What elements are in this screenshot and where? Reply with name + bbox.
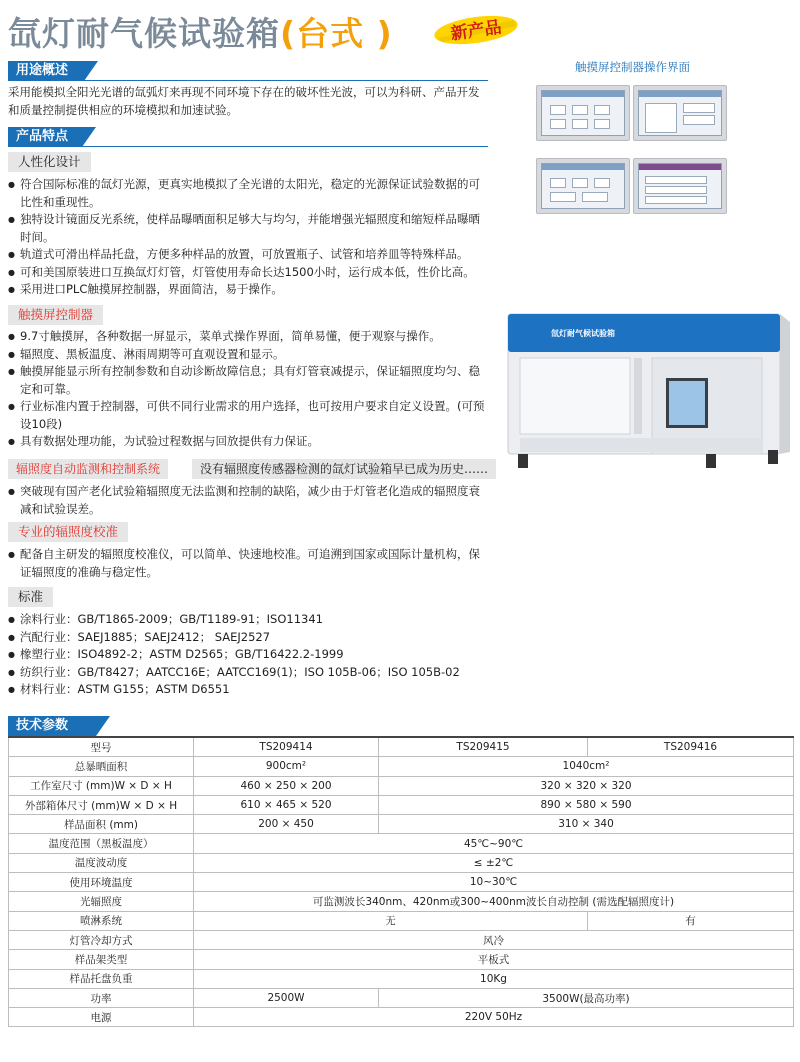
screen-thumbnail [536, 85, 630, 141]
table-row [9, 950, 794, 969]
table-cell: 610 × 465 × 520 [194, 795, 379, 814]
divider [8, 80, 488, 81]
table-row [9, 969, 794, 988]
table-cell: 风冷 [194, 930, 794, 949]
page-title: 氙灯耐气候试验箱(台式 ) [8, 14, 393, 53]
divider [8, 146, 488, 147]
table-row [9, 988, 794, 1007]
table-cell: 310 × 340 [379, 815, 794, 834]
table-cell: 10Kg [194, 969, 794, 988]
table-row [9, 757, 794, 776]
table-cell: 灯管冷却方式 [9, 930, 194, 949]
table-cell: 温度波动度 [9, 853, 194, 872]
table-cell: ≤ ±2℃ [194, 853, 794, 872]
machine-label: 氙灯耐气候试验箱 [551, 329, 615, 338]
table-cell: 900cm² [194, 757, 379, 776]
list-item: ● 符合国际标准的氙灯光源，更真实地模拟了全光谱的太阳光，稳定的光源保证试验数据的可比性和重现性。 [8, 176, 488, 211]
new-product-badge-text: 新产品 [449, 17, 503, 45]
table-cell: 样品架类型 [9, 950, 194, 969]
table-row [9, 815, 794, 834]
table-row [9, 873, 794, 892]
screen-thumbnail [536, 158, 630, 214]
table-row [9, 795, 794, 814]
list-item: ● 独特设计镜面反光系统，使样品曝晒面积足够大与均匀，并能增强光辐照度和缩短样品曝晒时间。 [8, 211, 488, 246]
table-cell: 可监测波长340nm、420nm或300~400nm波长自动控制 (需选配辐照度计) [194, 892, 794, 911]
table-cell: 工作室尺寸 (mm)W × D × H [9, 776, 194, 795]
table-row [9, 1008, 794, 1027]
table-cell: 光辐照度 [9, 892, 194, 911]
list-item: ● 9.7寸触摸屏，各种数据一屏显示，菜单式操作界面，简单易懂，便于观察与操作。 [8, 328, 488, 346]
irradiance-list [8, 483, 488, 518]
list-item: ● 配备自主研发的辐照度校准仪，可以简单、快速地校准。可追溯到国家或国际计量机构，保证辐照度的准确与稳定性。 [8, 546, 488, 581]
table-row [9, 834, 794, 853]
table-header-cell: TS209414 [194, 737, 379, 757]
list-item: ● 涂料行业：GB/T1865-2009；GB/T1189-91；ISO11341 [8, 611, 488, 629]
list-item: ● 纺织行业：GB/T8427；AATCC16E；AATCC169(1)；ISO 105B-06；ISO 105B-02 [8, 664, 488, 682]
list-item: ● 橡塑行业：ISO4892-2；ASTM D2565；GB/T16422.2-1999 [8, 646, 488, 664]
list-item: ● 具有数据处理功能，为试验过程数据与回放提供有力保证。 [8, 433, 488, 451]
table-cell: 温度范围（黑板温度） [9, 834, 194, 853]
new-product-badge-icon [432, 12, 520, 46]
table-row [9, 776, 794, 795]
table-cell: 外部箱体尺寸 (mm)W × D × H [9, 795, 194, 814]
table-row [9, 911, 794, 930]
irradiance-slogan: 没有辐照度传感器检测的氙灯试验箱早已成为历史…… [192, 459, 496, 479]
table-header-row [9, 737, 794, 757]
table-cell: 3500W(最高功率) [379, 988, 794, 1007]
table-cell: 320 × 320 × 320 [379, 776, 794, 795]
table-cell: 220V 50Hz [194, 1008, 794, 1027]
table-header-cell: TS209416 [588, 737, 794, 757]
irradiance-band [8, 459, 488, 479]
humanized-list [8, 176, 488, 299]
list-item: ● 可和美国原装进口互换氙灯灯管，灯管使用寿命长达1500小时，运行成本低，性价比高。 [8, 264, 488, 282]
table-cell: 总暴晒面积 [9, 757, 194, 776]
list-item: ● 汽配行业：SAEJ1885；SAEJ2412； SAEJ2527 [8, 629, 488, 647]
table-cell: 使用环境温度 [9, 873, 194, 892]
section-specs-header: 技术参数 [8, 716, 96, 736]
table-cell: 喷淋系统 [9, 911, 194, 930]
table-row [9, 930, 794, 949]
table-cell: 电源 [9, 1008, 194, 1027]
table-cell: 有 [588, 911, 794, 930]
touchscreen-list [8, 328, 488, 451]
table-cell: 无 [194, 911, 588, 930]
section-features-header: 产品特点 [8, 127, 82, 147]
list-item: ● 触摸屏能显示所有控制参数和自动诊断故障信息；具有灯管衰减提示，保证辐照度均匀、稳定和可靠。 [8, 363, 488, 398]
product-image [506, 302, 794, 474]
table-cell: 平板式 [194, 950, 794, 969]
list-item: ● 突破现有国产老化试验箱辐照度无法监测和控制的缺陷，减少由于灯管老化造成的辐照度衰减和试验误差。 [8, 483, 488, 518]
subheading-standards: 标准 [8, 587, 53, 607]
spec-table [8, 736, 794, 1027]
subheading-calibration: 专业的辐照度校准 [8, 522, 128, 542]
screen-thumbnail [633, 85, 727, 141]
list-item: ● 辐照度、黑板温度、淋雨周期等可直观设置和显示。 [8, 346, 488, 364]
new-product-badge [432, 12, 520, 46]
section-overview-header: 用途概述 [8, 61, 84, 81]
table-header-cell: 型号 [9, 737, 194, 757]
table-row [9, 853, 794, 872]
table-header-cell: TS209415 [379, 737, 588, 757]
list-item: ● 行业标准内置于控制器，可供不同行业需求的用户选择，也可按用户要求自定义设置。(可预设10段) [8, 398, 488, 433]
screen-thumbnail [633, 158, 727, 214]
table-cell: 样品面积 (mm) [9, 815, 194, 834]
table-cell: 45℃~90℃ [194, 834, 794, 853]
list-item: ● 采用进口PLC触摸屏控制器，界面简洁，易于操作。 [8, 281, 488, 299]
subheading-touchscreen: 触摸屏控制器 [8, 305, 103, 325]
standards-list [8, 611, 488, 699]
list-item: ● 轨道式可滑出样品托盘，方便多种样品的放置，可放置瓶子、试管和培养皿等特殊样品。 [8, 246, 488, 264]
overview-text: 采用能模拟全阳光光谱的氙弧灯来再现不同环境下存在的破坏性光波，可以为科研、产品开发和质量控制提供相应的环境模拟和加速试验。 [8, 85, 480, 117]
subheading-irradiance: 辐照度自动监测和控制系统 [8, 459, 168, 479]
table-cell: 890 × 580 × 590 [379, 795, 794, 814]
table-row [9, 892, 794, 911]
table-cell: 10~30℃ [194, 873, 794, 892]
table-cell: 200 × 450 [194, 815, 379, 834]
calibration-list [8, 546, 488, 581]
table-cell: 功率 [9, 988, 194, 1007]
table-cell: 2500W [194, 988, 379, 1007]
table-cell: 1040cm² [379, 757, 794, 776]
table-cell: 460 × 250 × 200 [194, 776, 379, 795]
table-cell: 样品托盘负重 [9, 969, 194, 988]
list-item: ● 材料行业：ASTM G155；ASTM D6551 [8, 681, 488, 699]
subheading-humanized: 人性化设计 [8, 152, 91, 172]
panel-title: 触摸屏控制器操作界面 [575, 60, 690, 74]
